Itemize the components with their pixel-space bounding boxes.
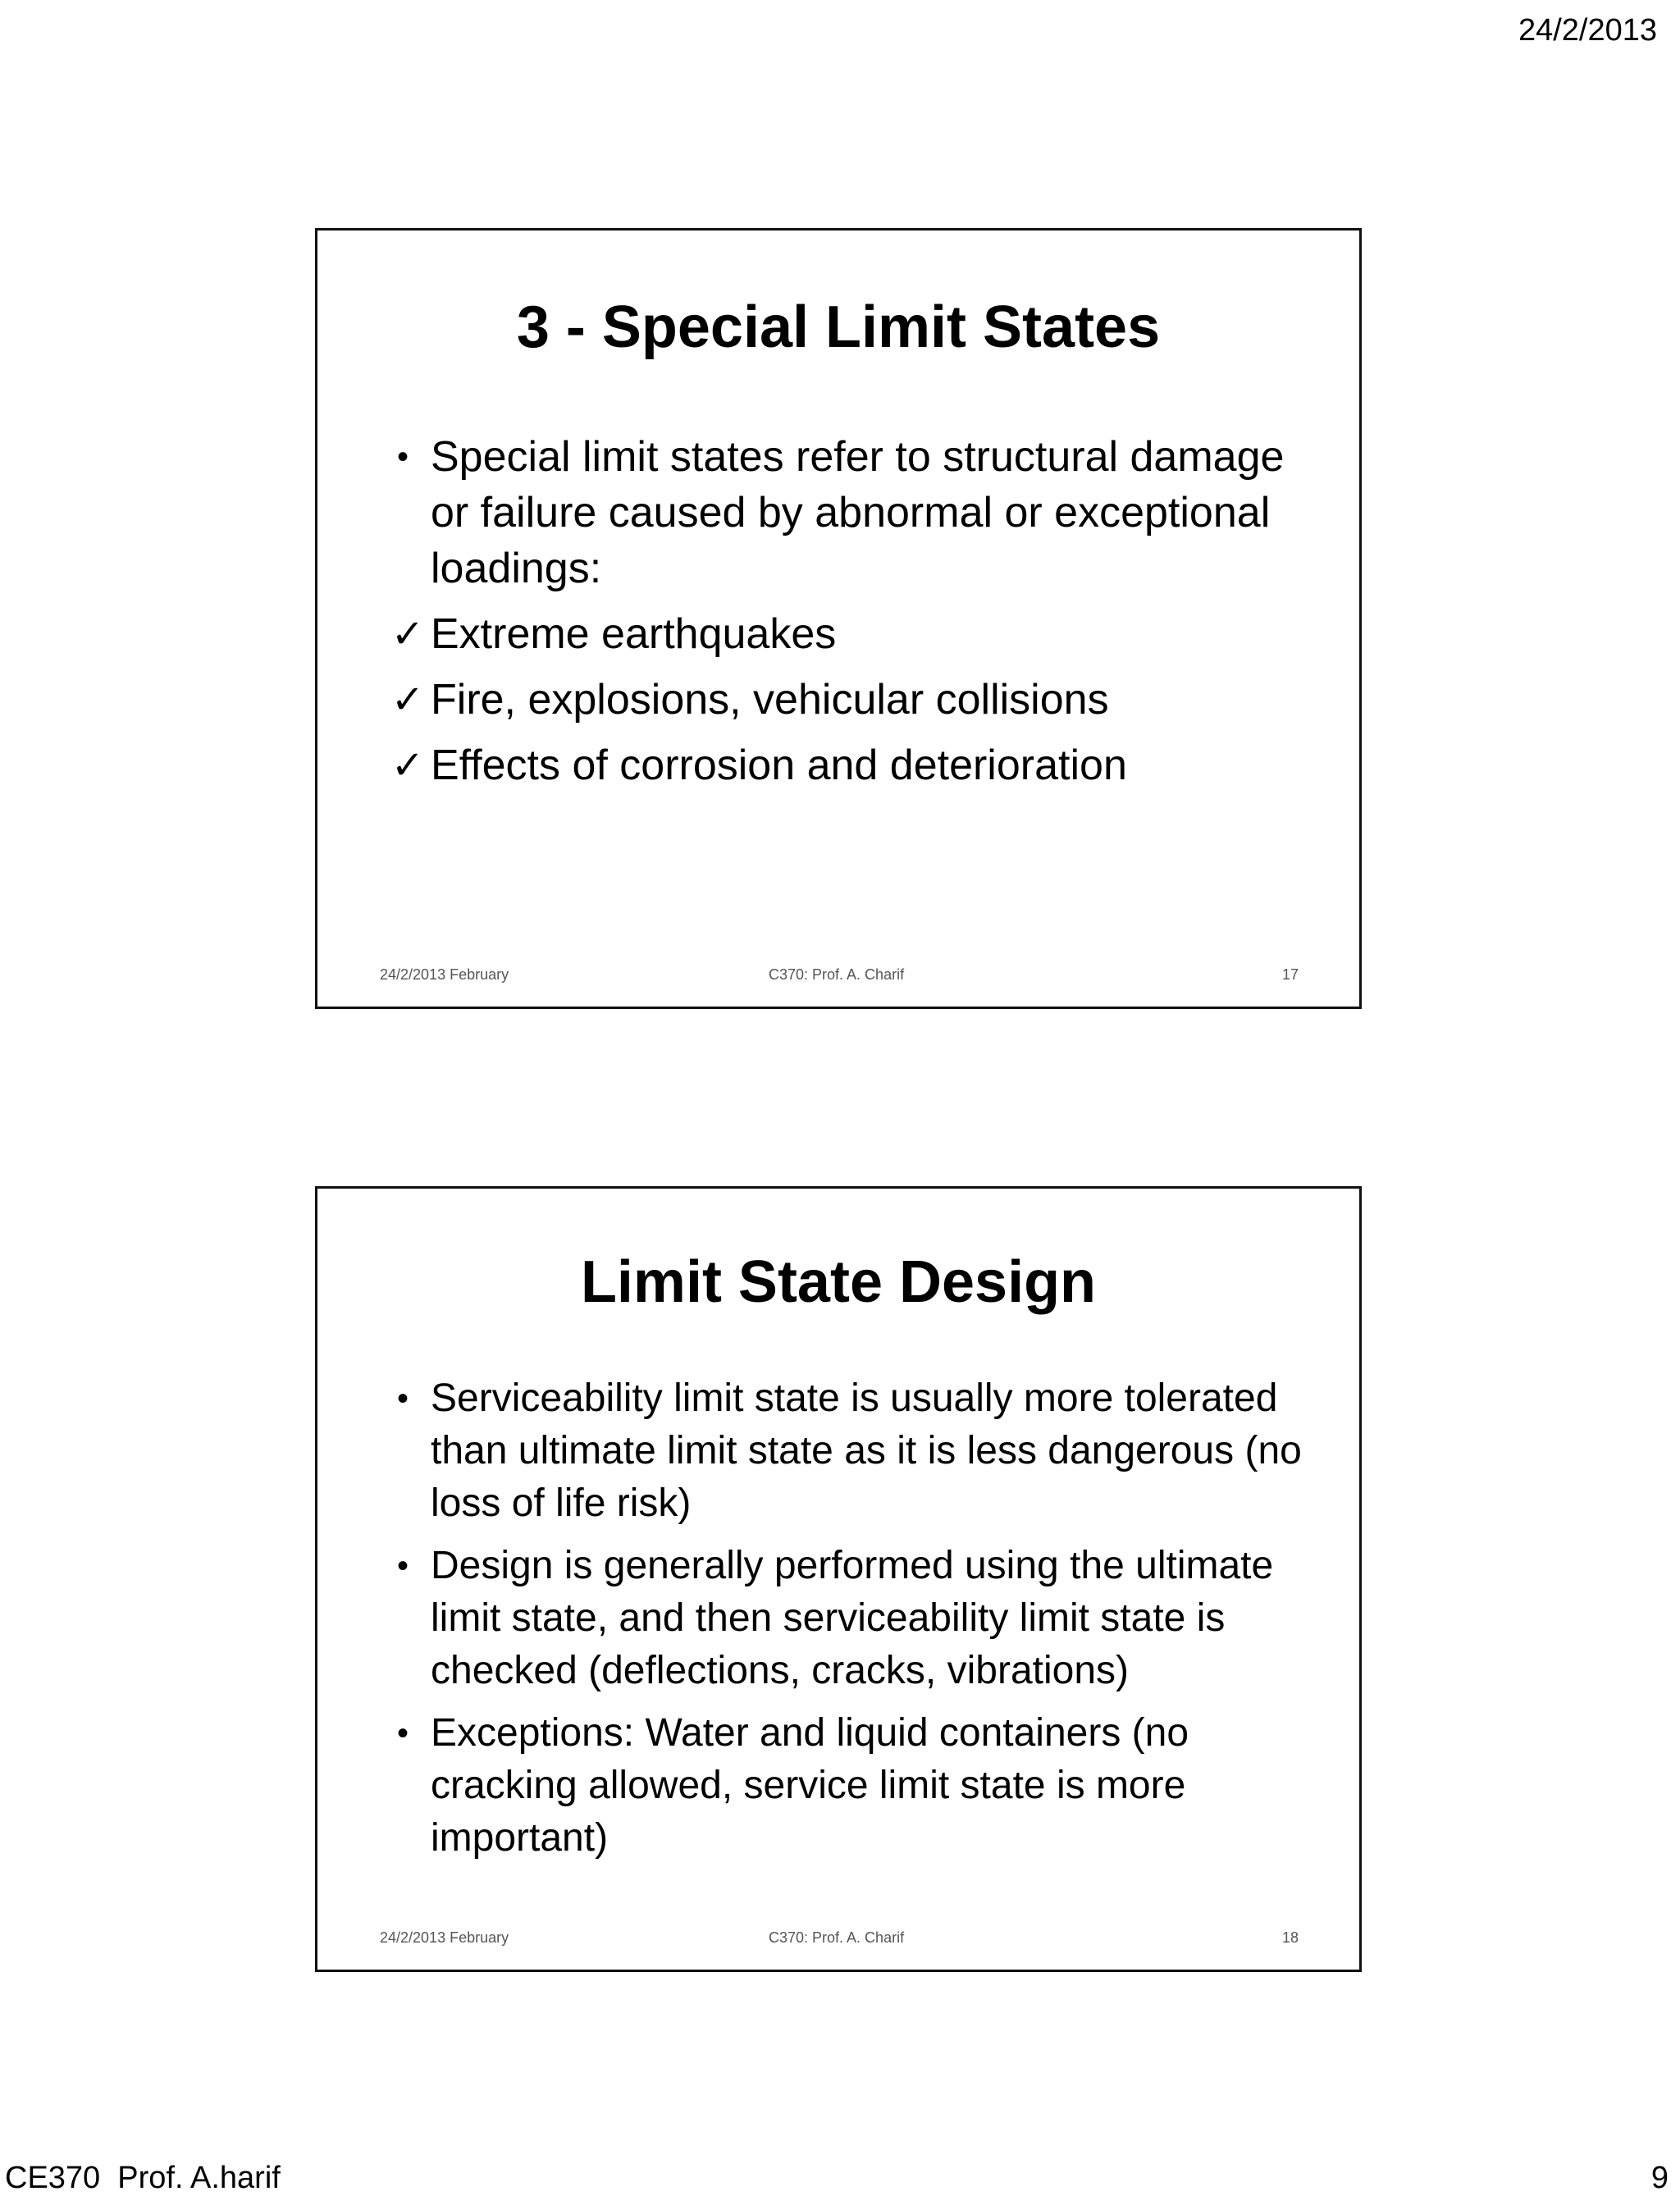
slide-17 [315,228,1362,1009]
check-text: Effects of corrosion and deterioration [431,742,1127,789]
slide-footer-date: 24/2/2013 February [380,1929,509,1946]
bullet-item [380,1372,1310,1530]
bullet-icon: • [396,1381,409,1417]
page-date: 24/2/2013 [1518,13,1657,48]
bullet-text: Special limit states refer to structural damage or failure caused by abnormal or exceptional loadings: [431,433,1285,592]
bullet-item [380,1540,1310,1697]
bullet-icon: • [396,439,409,475]
bullet-icon: • [396,1715,409,1751]
slide-footer [317,1927,1359,1948]
page-footer-course: CE370 Prof. A.harif [5,2161,281,2195]
page-number: 9 [1650,2161,1669,2195]
bullet-icon: • [396,1548,409,1584]
check-item [380,606,1310,662]
check-text: Extreme earthquakes [431,610,837,658]
bullet-item [380,1707,1310,1865]
bullet-text: Design is generally performed using the ultimate limit state, and then serviceability limit state is checked (deflections, cracks, vibrations) [431,1544,1274,1692]
slide-footer-course: C370: Prof. A. Charif [769,966,905,983]
slide-footer-date: 24/2/2013 February [380,966,509,983]
slide-footer-course: C370: Prof. A. Charif [769,1929,905,1946]
bullet-text: Serviceability limit state is usually more tolerated than ultimate limit state as it is less dangerous (no loss of life risk) [431,1376,1302,1525]
bullet-text: Exceptions: Water and liquid containers (no cracking allowed, service limit state is more important) [431,1711,1189,1860]
check-text: Fire, explosions, vehicular collisions [431,676,1109,724]
slide-number: 18 [1281,1929,1299,1946]
check-item [380,737,1310,793]
check-item [380,672,1310,728]
slide-body [380,429,1310,803]
slide-footer [317,964,1359,985]
slide-title: Limit State Design [580,1249,1097,1315]
checkmark-icon: ✓ [390,677,425,723]
slide-body [380,1372,1310,1874]
slide-title: 3 - Special Limit States [516,294,1161,360]
checkmark-icon: ✓ [390,742,425,788]
checkmark-icon: ✓ [390,611,425,657]
bullet-item [380,429,1310,596]
slide-number: 17 [1281,966,1299,983]
slide-18 [315,1186,1362,1972]
